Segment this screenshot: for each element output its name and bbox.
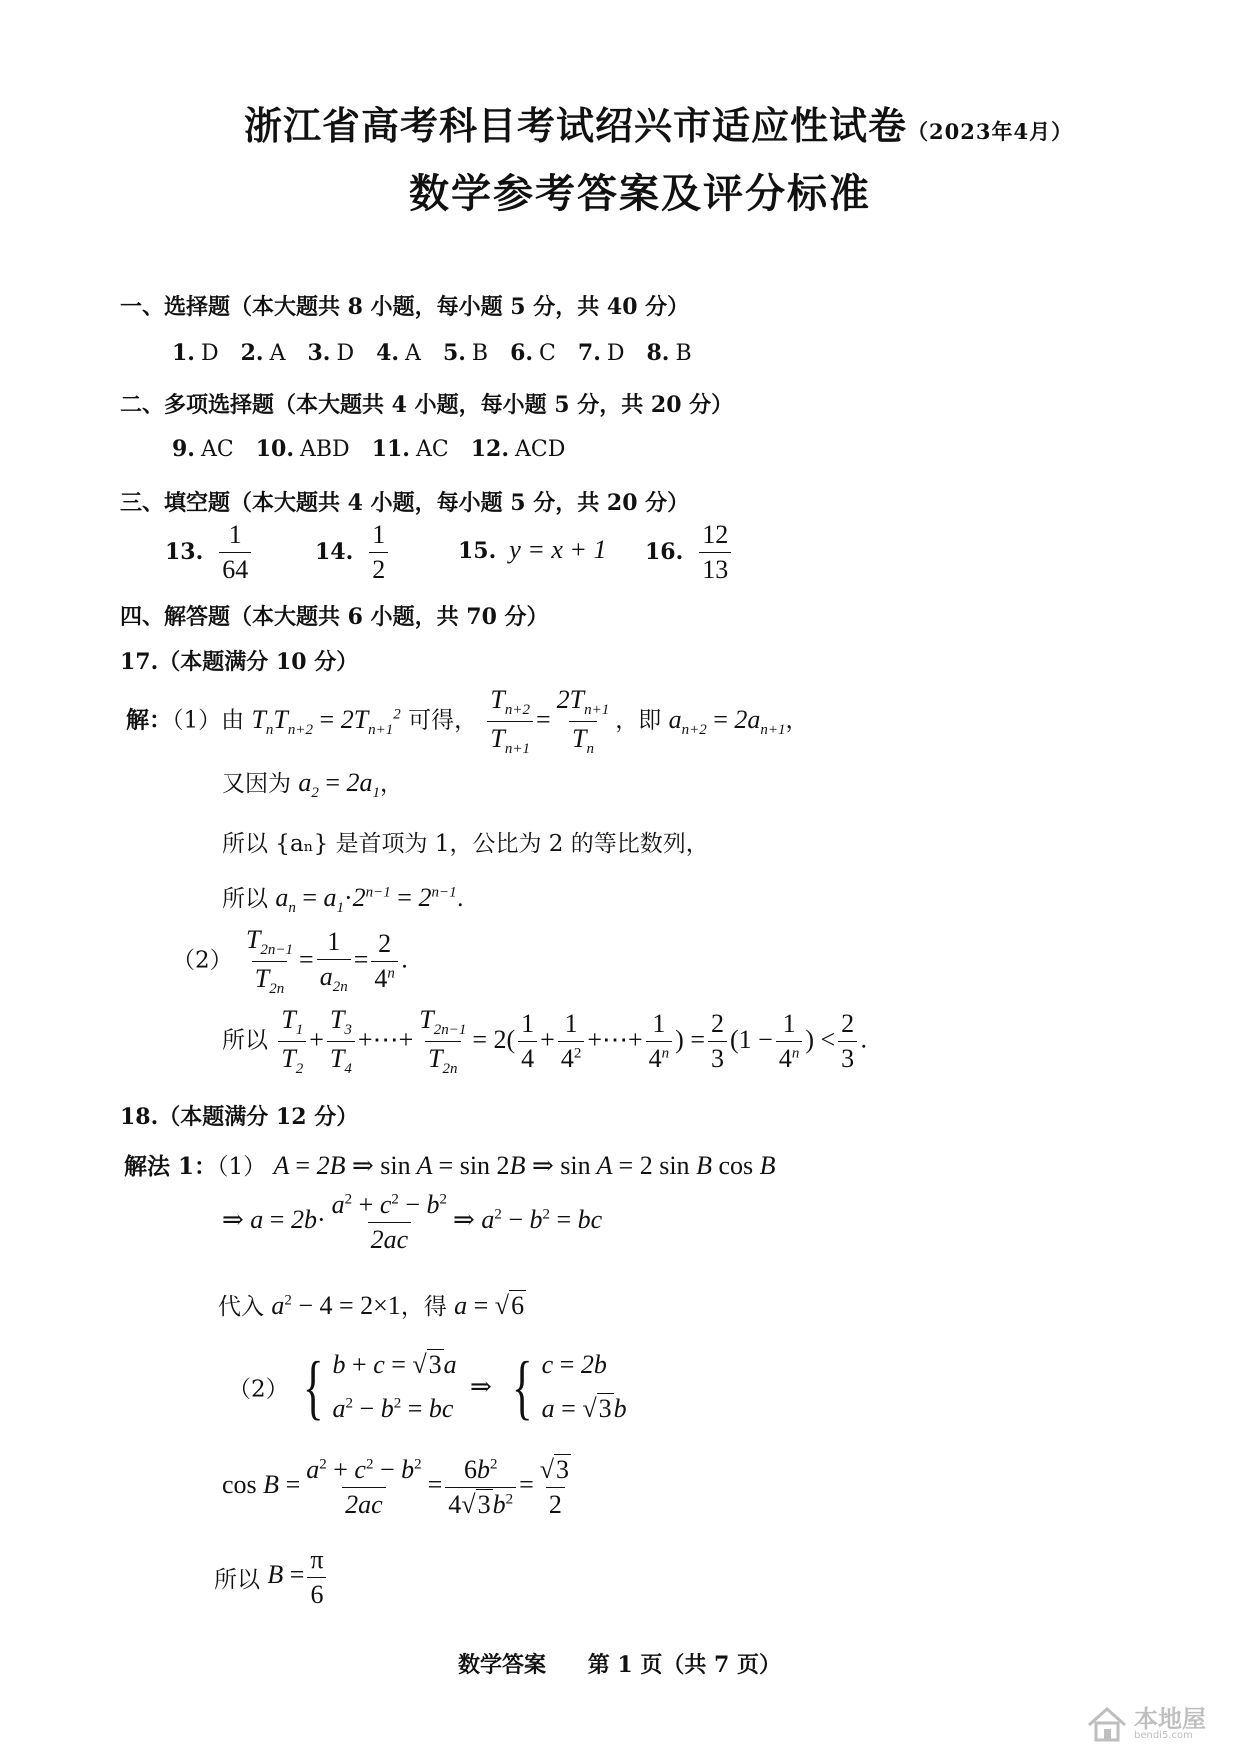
- multi-choice-answer-item: [256, 437, 350, 462]
- q14-numerator: 1: [372, 520, 386, 549]
- q14-num: 14.: [315, 538, 354, 565]
- q18-line2: [222, 1190, 602, 1255]
- multi-choice-answer-item: [372, 437, 449, 462]
- choice-answer-item: [510, 341, 556, 366]
- q13-denominator: 64: [219, 552, 251, 585]
- q16-fraction: [699, 520, 731, 585]
- q17-label: 解：: [126, 706, 172, 734]
- q18-line3: [218, 1288, 526, 1321]
- q17-part1-label: （1）由: [172, 707, 245, 734]
- q18-b-value: B = $\frac{\pi}{6}$: [267, 1560, 329, 1589]
- choice-answer-item: [578, 341, 625, 366]
- q18-conclusion: [214, 1545, 330, 1610]
- q17-line1: 解：（1）由 $T_nT_{n+2} = 2T_{n+1}^2$ 可得， $\frac{T_{n+2}}{T_{n+1}}$ = $\frac{2T_{n+1}}{T_n}$ ，即 $a_{n+2} = 2a_{n+1}$，: [126, 685, 809, 758]
- q17-part2-expression: $\frac{T_{2n-1}}{T_{2n}}$ = $\frac{1}{a_{2n}}$ = $\frac{2}{4^n}$: [240, 945, 401, 974]
- section-1-heading: 一、选择题（本大题共 8 小题，每小题 5 分，共 40 分）: [120, 294, 690, 320]
- q18-sub-text2: ，得: [400, 1294, 447, 1320]
- title-main: 浙江省高考科目考试绍兴市适应性试卷: [244, 103, 908, 148]
- watermark-text: 本地屋: [1134, 1705, 1206, 1733]
- q18-sub-text: 代入: [218, 1294, 264, 1320]
- q16-numerator: 12: [702, 520, 729, 549]
- q14-fraction: [369, 520, 388, 585]
- q13-numerator: 1: [228, 520, 242, 549]
- footer-page-number: 第 1 页（共 7 页）: [587, 1652, 781, 1678]
- q16-denominator: 13: [699, 552, 731, 585]
- q18-a-value: a = √6: [454, 1291, 525, 1320]
- choice-answer-num: 5.: [442, 340, 466, 366]
- q18-derivation-1: A = 2B ⇒ sin A = sin 2B ⇒ sin A = 2 sin B cos B: [273, 1151, 776, 1180]
- choice-answer-num: 1.: [172, 340, 195, 366]
- q17-part2-label: （2）: [172, 947, 233, 974]
- q17-part2: （2） $\frac{T_{2n-1}}{T_{2n}}$ = $\frac{1}{a_{2n}}$ = $\frac{2}{4^n}$ .: [172, 925, 409, 998]
- watermark-url: bendi5.com: [1134, 1730, 1193, 1741]
- q18-part2: （2） { b + c = √3a $a^2 - b^2$ = bc ⇒ { c = 2b a = √3b: [228, 1347, 627, 1427]
- title-date: （2023年4月）: [907, 119, 1074, 144]
- section-4-heading: 四、解答题（本大题共 6 小题，共 70 分）: [120, 604, 549, 630]
- q16-num: 16.: [645, 538, 684, 565]
- fill-answer-16: [645, 520, 734, 585]
- q18-part2-label: （2）: [228, 1376, 289, 1403]
- choice-answer-value: D: [606, 341, 625, 366]
- q18-part1-label: （1）: [217, 1154, 267, 1180]
- q17-ratio: $\frac{T_{n+2}}{T_{n+1}}$ = $\frac{2T_{n+1}}{T_n}$: [484, 705, 615, 734]
- choice-answer-num: 2.: [240, 340, 264, 366]
- q17-sum-expression: $\frac{T_1}{T_2}$ + $\frac{T_3}{T_4}$ +⋯+ $\frac{T_{2n-1}}{T_{2n}}$ = 2( $\frac{1}{4}$ + $\frac{1}{4^2}$ +⋯+ $\frac{1}{4^n}$ ) = $\frac{2}{3}$ (1 − $\frac{1}{4^n}$ ) < $\frac{2}{3}$: [275, 1025, 860, 1054]
- q17-heading: 17.（本题满分 10 分）: [120, 649, 359, 675]
- choice-answer-num: 6.: [510, 340, 534, 366]
- choice-answer-num: 3.: [307, 340, 331, 366]
- multi-choice-answer-num: 11.: [371, 436, 410, 462]
- section-3-heading: 三、填空题（本大题共 4 小题，每小题 5 分，共 20 分）: [120, 490, 690, 516]
- multi-choice-answer-num: 10.: [255, 436, 294, 462]
- fill-answer-15: [458, 535, 606, 565]
- choice-answer-item: [307, 341, 354, 366]
- choice-answer-value: D: [336, 341, 355, 366]
- q18-system-1: { b + c = √3a $a^2 - b^2$ = bc: [302, 1347, 457, 1427]
- choice-answer-num: 8.: [646, 340, 670, 366]
- choice-answer-value: D: [200, 341, 219, 366]
- q15-num: 15.: [458, 538, 497, 564]
- q15-answer: y = x + 1: [509, 535, 607, 564]
- multi-choice-answer-num: 9.: [172, 436, 195, 462]
- q18-heading: 18.（本题满分 12 分）: [120, 1104, 359, 1130]
- multi-choice-answer-value: AC: [200, 437, 234, 462]
- q17-cond-text: 可得，: [408, 707, 478, 734]
- q13-num: 13.: [165, 538, 204, 565]
- choice-answer-item: [172, 341, 219, 366]
- q18-derivation-2: ⇒ a = 2b· $\frac{a^2 + c^2 - b^2}{2ac}$ ⇒ $a^2 - b^2$ = bc: [222, 1190, 603, 1254]
- choice-answer-item: [443, 341, 488, 366]
- q17-line4: 所以 $a_n = a_1\cdot 2^{n-1} = 2^{n-1}$.: [222, 883, 464, 917]
- choice-answer-value: C: [539, 341, 556, 366]
- q17-general-term: $a_n = a_1\cdot 2^{n-1} = 2^{n-1}$: [275, 883, 457, 917]
- choice-answer-num: 7.: [577, 340, 601, 366]
- section-2-answers: [172, 436, 587, 462]
- q13-fraction: [219, 520, 251, 585]
- section-2-heading: 二、多项选择题（本大题共 4 小题，每小题 5 分，共 20 分）: [120, 392, 734, 418]
- choice-answer-value: A: [405, 341, 421, 366]
- multi-choice-answer-value: ACD: [514, 437, 566, 462]
- footer-subject: 数学答案: [458, 1652, 547, 1678]
- choice-answer-value: A: [269, 341, 286, 366]
- q18-substitution: $a^2 - 4 = 2\times 1$: [271, 1291, 401, 1320]
- choice-answer-item: [241, 341, 286, 366]
- choice-answer-item: [376, 341, 421, 366]
- fill-answer-14: [315, 520, 391, 585]
- q17-line3: 所以 {aₙ} 是首项为 1，公比为 2 的等比数列，: [222, 831, 709, 857]
- q17-sum: 所以 $\frac{T_1}{T_2}$ + $\frac{T_3}{T_4}$ +⋯+ $\frac{T_{2n-1}}{T_{2n}}$ = 2( $\frac{1}{4}$ + $\frac{1}{4^2}$ +⋯+ $\frac{1}{4^n}$ ) = $\frac{2}{3}$ (1 − $\frac{1}{4^n}$ ) < $\frac{2}{3}$ .: [222, 1005, 868, 1078]
- q18-label: 解法 1：: [124, 1153, 218, 1180]
- q17-given-equation: $T_nT_{n+2} = 2T_{n+1}^2$: [251, 704, 401, 738]
- multi-choice-answer-value: ABD: [299, 437, 350, 462]
- fill-answer-13: [165, 520, 254, 585]
- choice-answer-value: B: [675, 341, 692, 366]
- q17-a2-eq: $a_2 = 2a_1$: [298, 768, 380, 802]
- house-logo-icon: [1086, 1705, 1128, 1743]
- q17-so-text: ，即: [615, 707, 662, 734]
- q17-sum-prefix: 所以: [222, 1027, 268, 1054]
- multi-choice-answer-num: 12.: [470, 436, 509, 462]
- q14-denominator: 2: [369, 552, 388, 585]
- q18-system-2: { c = 2b a = √3b: [512, 1347, 627, 1427]
- choice-answer-item: [647, 341, 692, 366]
- q17-line2-text: 又因为: [222, 771, 291, 797]
- multi-choice-answer-item: [471, 437, 566, 462]
- q17-line4-text: 所以: [222, 886, 268, 912]
- section-1-answers: [172, 340, 714, 366]
- multi-choice-answer-value: AC: [415, 437, 449, 462]
- page-subtitle: 数学参考答案及评分标准: [409, 170, 871, 217]
- watermark: [1086, 1705, 1206, 1743]
- multi-choice-answer-item: [172, 437, 234, 462]
- q18-cosb-expression: cos B = $\frac{a^2 + c^2 - b^2}{2ac}$ = $\frac{6b^2}{4√3b^2}$ = $\frac{√3}{2}$: [222, 1455, 570, 1519]
- choice-answer-value: B: [471, 341, 489, 366]
- q17-recurrence: $a_{n+2} = 2a_{n+1}$: [668, 704, 786, 738]
- q18-so-text: 所以: [214, 1566, 260, 1593]
- q18-line1: [124, 1148, 776, 1181]
- q18-cosb: [222, 1455, 577, 1520]
- page-footer: [458, 1648, 781, 1679]
- page-title: [244, 95, 1073, 150]
- q17-line2: 又因为 $a_2 = 2a_1$，: [222, 768, 403, 802]
- choice-answer-num: 4.: [376, 340, 400, 366]
